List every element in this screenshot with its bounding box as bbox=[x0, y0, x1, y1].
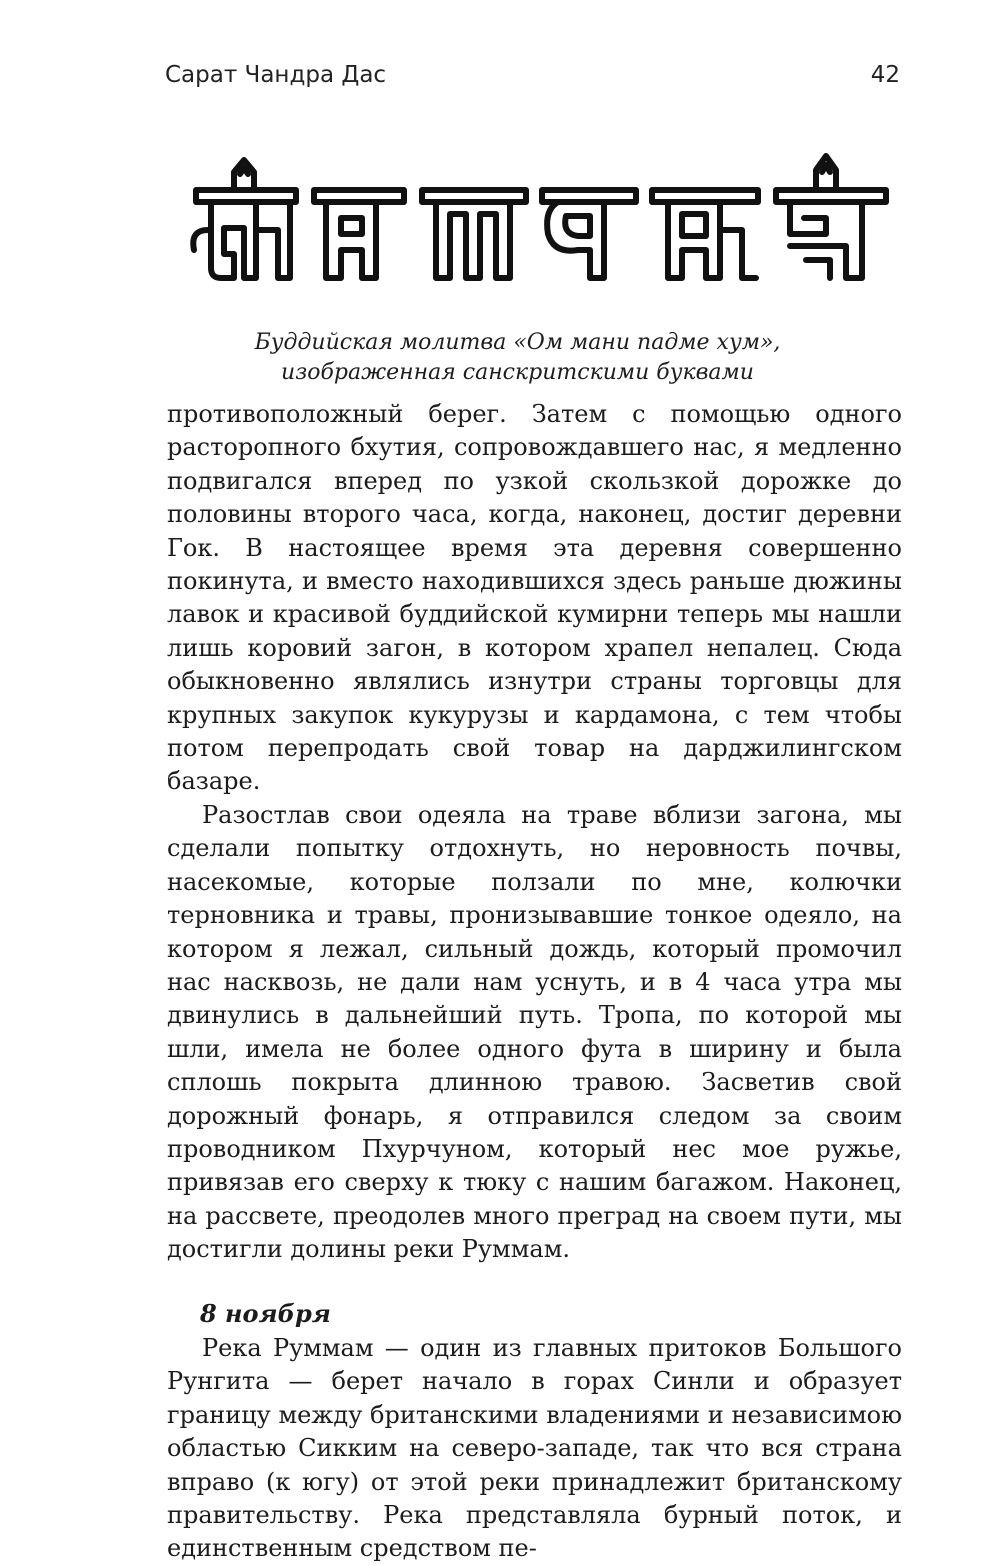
figure-caption bbox=[150, 328, 885, 388]
page-number: 42 bbox=[870, 62, 900, 88]
body-text bbox=[167, 398, 902, 1566]
paragraph: Река Руммам — один из главных притоков Большого Рунгита — берет начало в горах Синли и образует границу между британскими владениями и независимою областью Сикким на северо-западе, так что вся страна вправо (к югу) от этой реки принадлежит британскому правительству. Река представляла бурный поток, и единственным средством пе- bbox=[167, 1333, 902, 1563]
sanskrit-prayer-figure bbox=[186, 150, 892, 300]
caption-line-1: Буддийская молитва «Ом мани падме хум», bbox=[254, 330, 781, 355]
page-header bbox=[165, 62, 900, 88]
running-title: Сарат Чандра Дас bbox=[165, 62, 387, 88]
paragraph: противоположный берег. Затем с помощью одного расторопного бхутия, сопровождавшего нас, я медленно подвигался вперед по узкой скользкой дорожке до половины второго часа, когда, наконец, достиг деревни Гок. В настоящее время эта деревня совершенно покинута, и вместо находившихся здесь раньше дюжины лавок и красивой буддийской кумирни теперь мы нашли лишь коровий загон, в котором храпел непалец. Сюда обыкновенно являлись изнутри страны торговцы для крупных закупок кукурузы и кардамона, с тем чтобы потом перепродать свой товар на дарджилингском базаре. bbox=[167, 400, 902, 796]
date-heading: 8 ноября bbox=[200, 1298, 331, 1328]
caption-line-2: изображенная санскритскими буквами bbox=[281, 360, 754, 385]
sanskrit-glyphs-icon bbox=[186, 150, 892, 300]
paragraph: Разостлав свои одеяла на траве вблизи загона, мы сделали попытку отдохнуть, но неровность почвы, насекомые, которые ползали по мне, колючки терновника и травы, пронизывавшие тонкое одеяло, на котором я лежал, сильный дождь, который промочил нас насквозь, не дали нам уснуть, и в 4 часа утра мы двинулись в дальнейший путь. Тропа, по которой мы шли, имела не более одного фута в ширину и была сплошь покрыта длинною травою. Засветив свой дорожный фонарь, я отправился следом за своим проводником Пхурчуном, который нес мое ружье, привязав его сверху к тюку с нашим багажом. Наконец, на рассвете, преодолев много преград на своем пути, мы достигли долины реки Руммам. bbox=[167, 800, 902, 1264]
